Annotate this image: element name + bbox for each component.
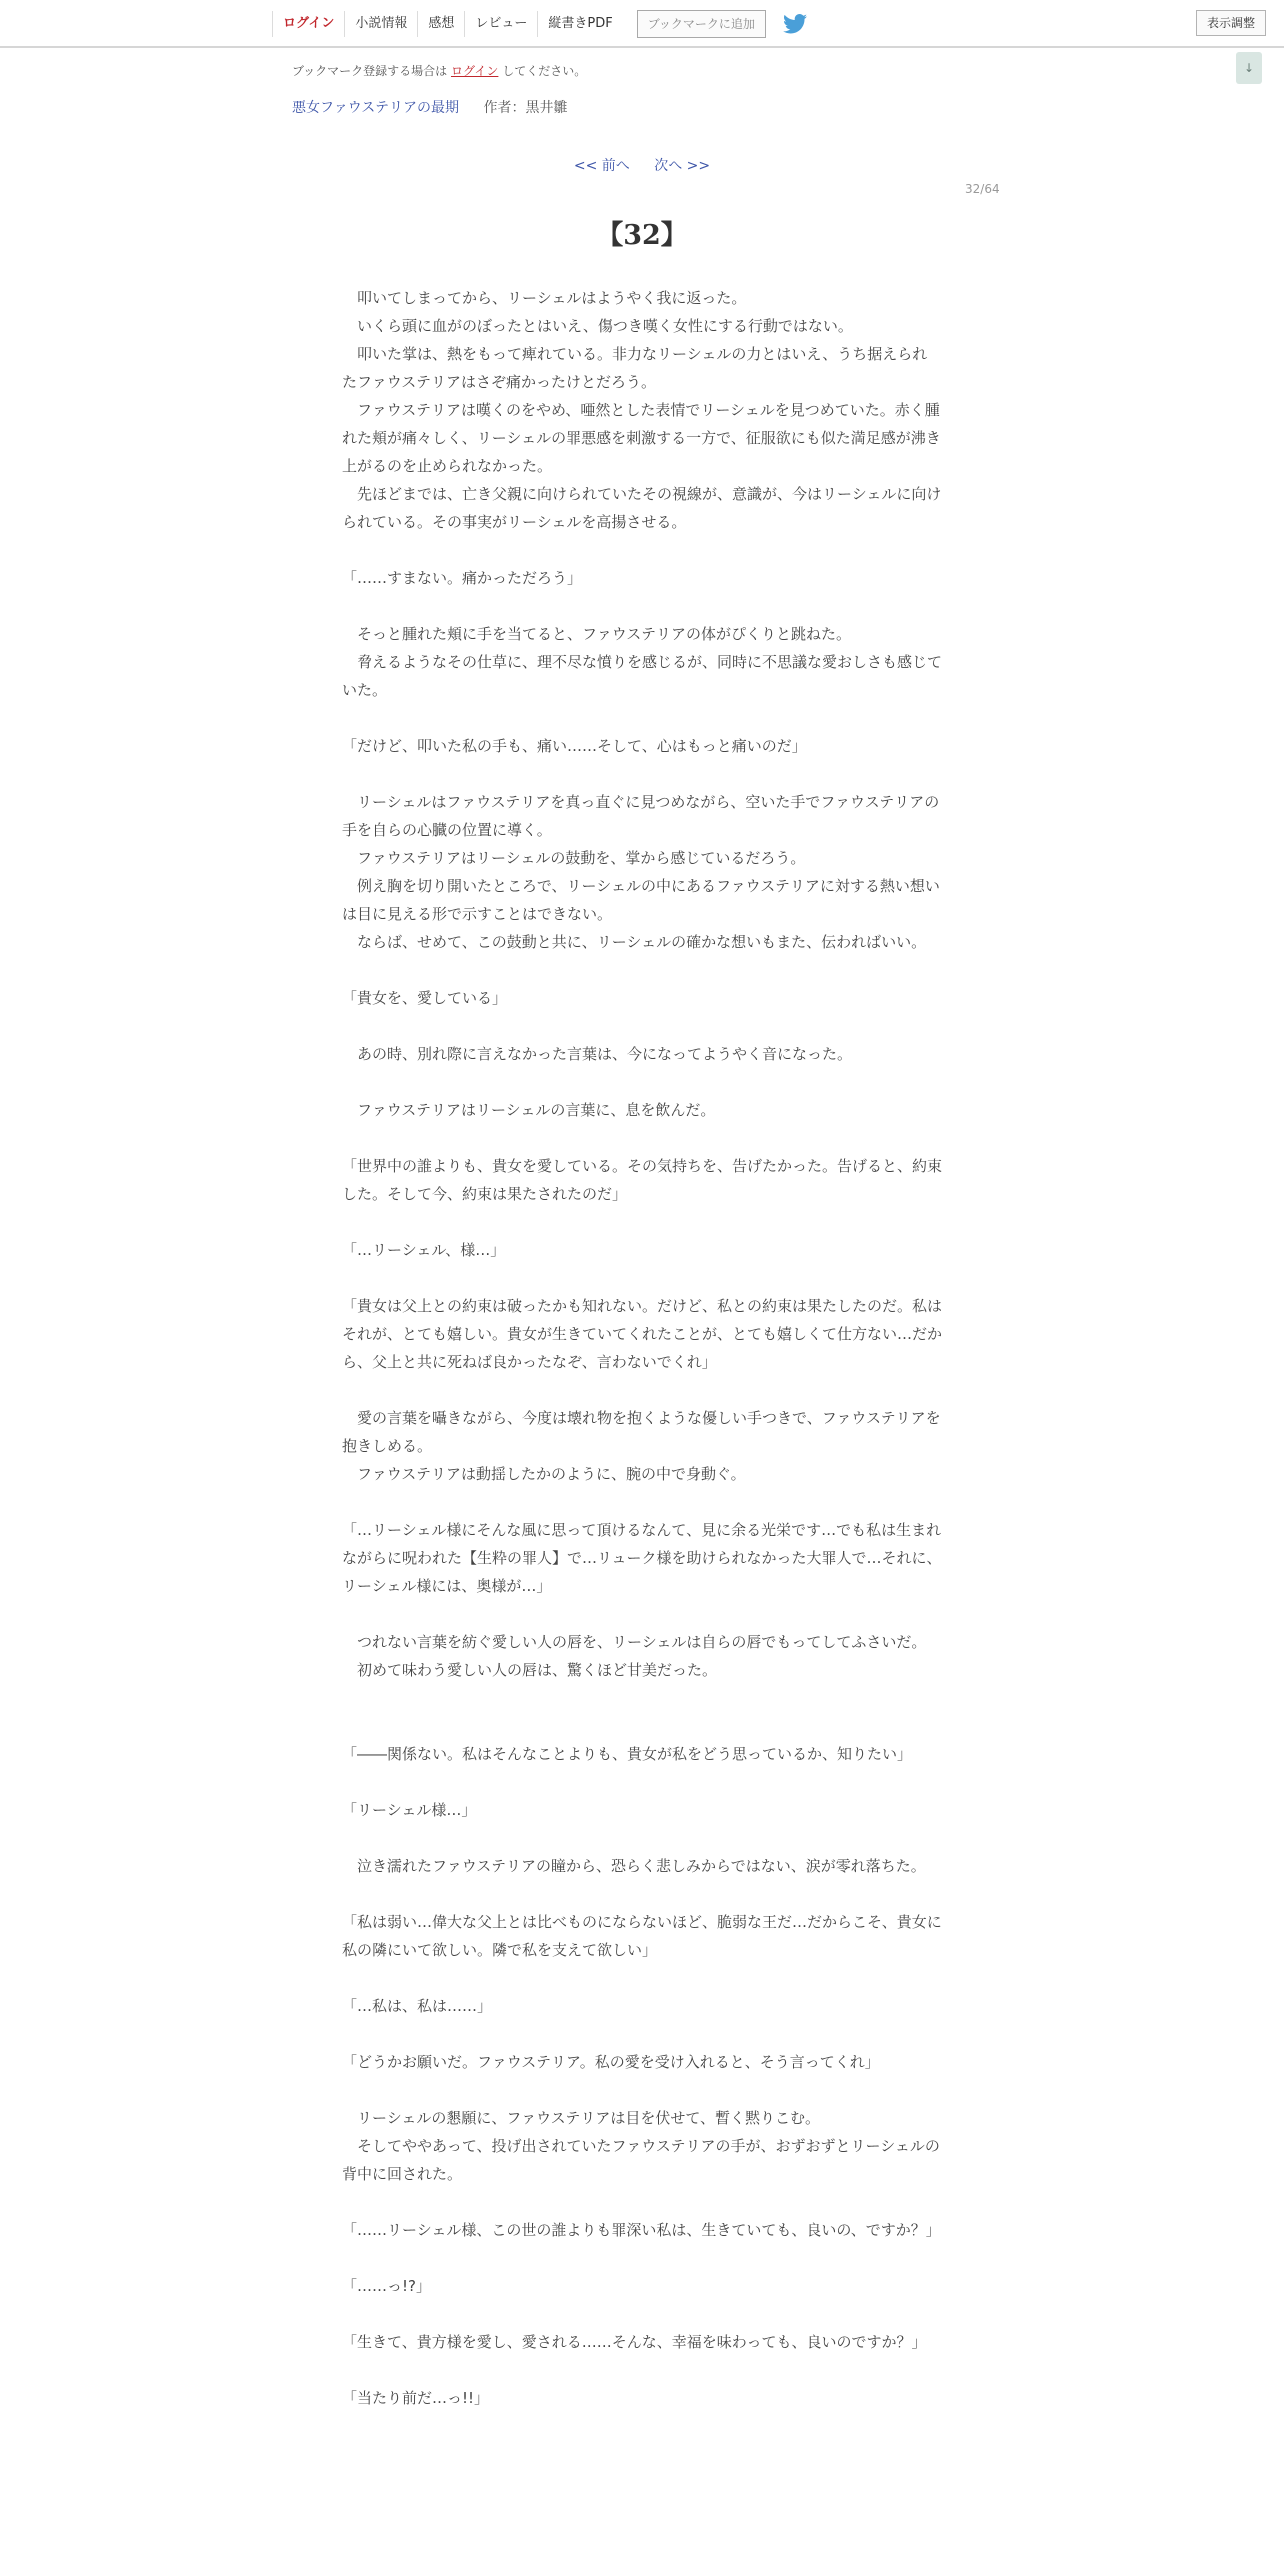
blank-line [342,1880,942,1908]
body-paragraph: 叩いてしまってから、リーシェルはようやく我に返った。 [342,289,747,307]
body-paragraph: ファウステリアはリーシェルの言葉に、息を飲んだ。 [342,1101,716,1119]
blank-line [342,2188,942,2216]
blank-line [342,1712,942,1740]
body-paragraph: 叩いた掌は、熱をもって痺れている。非力なリーシェルの力とはいえ、うち据えられたファウステリアはさぞ痛かったけとだろう。 [342,345,928,391]
body-paragraph: 「貴女は父上との約束は破ったかも知れない。だけど、私との約束は果たしたのだ。私はそれが、とても嬉しい。貴女が生きていてくれたことが、とても嬉しくて仕方ない…だから、父上と共に死ねば良かったなぞ、言わないでくれ」 [342,1297,943,1371]
notice-text-after: してください。 [498,64,587,78]
body-paragraph: あの時、別れ際に言えなかった言葉は、今になってようやく音になった。 [342,1045,853,1063]
blank-line [342,704,942,732]
body-paragraph: リーシェルの懇願に、ファウステリアは目を伏せて、暫く黙りこむ。 [342,2109,821,2127]
novel-title-link[interactable]: 悪女ファウステリアの最期 [292,100,460,116]
blank-line [342,956,942,984]
blank-line [342,2244,942,2272]
body-paragraph: 「どうかお願いだ。ファウステリア。私の愛を受け入れると、そう言ってくれ」 [342,2053,880,2071]
body-paragraph: 「私は弱い…偉大な父上とは比べものにならないほど、脆弱な王だ…だからこそ、貴女に私の隣にいて欲しい。隣で私を支えて欲しい」 [342,1913,942,1959]
body-paragraph: 愛の言葉を囁きながら、今度は壊れ物を抱くような優しい手つきで、ファウステリアを抱きしめる。 [342,1409,941,1455]
body-paragraph: 脅えるようなその仕草に、理不尽な憤りを感じるが、同時に不思議な愛おしさも感じていた。 [342,653,943,699]
blank-line [342,1376,942,1404]
bookmark-login-notice [292,62,586,79]
blank-line [342,1824,942,1852]
body-paragraph: 「……リーシェル様、この世の誰よりも罪深い私は、生きていても、良いの、ですか？」 [342,2221,941,2239]
blank-line [342,1768,942,1796]
nav-novel-info[interactable]: 小説情報 [344,11,417,37]
body-paragraph: 「生きて、貴方様を愛し、愛される……そんな、幸福を味わっても、良いのですか？」 [342,2333,927,2351]
blank-line [342,536,942,564]
body-paragraph: 「リーシェル様…」 [342,1801,477,1819]
prev-chapter-link[interactable]: << 前へ [573,158,630,174]
body-paragraph: いくら頭に血がのぼったとはいえ、傷つき嘆く女性にする行動ではない。 [342,317,853,335]
blank-line [342,592,942,620]
scroll-down-arrow-icon[interactable]: ↓ [1236,52,1262,84]
nav-login[interactable]: ログイン [272,11,344,37]
blank-line [342,2020,942,2048]
body-paragraph: ファウステリアは動揺したかのように、腕の中で身動ぐ。 [342,1465,746,1483]
blank-line [342,1124,942,1152]
body-paragraph: 例え胸を切り開いたところで、リーシェルの中にあるファウステリアに対する熱い想いは目に見える形で示すことはできない。 [342,877,940,923]
blank-line [342,1488,942,1516]
twitter-bird-icon[interactable] [782,11,808,37]
blank-line [342,2076,942,2104]
body-paragraph: 泣き濡れたファウステリアの瞳から、恐らく悲しみからではない、涙が零れ落ちた。 [342,1857,926,1875]
chapter-counter: 32/64 [965,182,1000,196]
body-paragraph: 「…私は、私は……」 [342,1997,493,2015]
nav-menu [272,8,808,40]
body-paragraph: 「世界中の誰よりも、貴女を愛している。その気持ちを、告げたかった。告げると、約束した。そして今、約束は果たされたのだ」 [342,1157,943,1203]
blank-line [342,2300,942,2328]
chapter-body [342,284,942,2412]
body-paragraph: 先ほどまでは、亡き父親に向けられていたその視線が、意識が、今はリーシェルに向けられている。その事実がリーシェルを高揚させる。 [342,485,942,531]
nav-vertical-pdf[interactable]: 縦書きPDF [537,11,622,37]
body-paragraph: 「だけど、叩いた私の手も、痛い……そして、心はもっと痛いのだ」 [342,737,807,755]
body-paragraph: 「当たり前だ…っ!!」 [342,2389,490,2407]
chapter-pager [0,155,1284,175]
body-paragraph: 「…リーシェル様にそんな風に思って頂けるなんて、見に余る光栄です…でも私は生まれながらに呪われた【生粋の罪人】で…リューク様を助けられなかった大罪人で…それに、リーシェル様には、奥様が…」 [342,1521,942,1595]
body-paragraph: 「……すまない。痛かっただろう」 [342,569,583,587]
blank-line [342,1068,942,1096]
body-paragraph: 「――関係ない。私はそんなことよりも、貴女が私をどう思っているか、知りたい」 [342,1745,913,1763]
next-chapter-link[interactable]: 次へ >> [654,158,711,174]
notice-text-before: ブックマーク登録する場合は [292,64,451,78]
blank-line [342,1208,942,1236]
nav-review[interactable]: レビュー [464,11,537,37]
body-paragraph: ファウステリアは嘆くのをやめ、唖然とした表情でリーシェルを見つめていた。赤く腫れた頬が痛々しく、リーシェルの罪悪感を刺激する一方で、征服欲にも似た満足感が沸き上がるのを止められなかった。 [342,401,941,475]
blank-line [342,1264,942,1292]
blank-line [342,1012,942,1040]
add-bookmark-button[interactable]: ブックマークに追加 [637,10,766,38]
blank-line [342,1684,942,1712]
author-name: 作者：黒井雛 [483,100,568,116]
body-paragraph: ファウステリアはリーシェルの鼓動を、掌から感じているだろう。 [342,849,806,867]
body-paragraph: そっと腫れた頬に手を当てると、ファウステリアの体がぴくりと跳ねた。 [342,625,851,643]
blank-line [342,1964,942,1992]
novel-info-line [292,97,567,117]
blank-line [342,760,942,788]
body-paragraph: そしてややあって、投げ出されていたファウステリアの手が、おずおずとリーシェルの背中に回された。 [342,2137,940,2183]
body-paragraph: 初めて味わう愛しい人の唇は、驚くほど甘美だった。 [342,1661,718,1679]
body-paragraph: つれない言葉を紡ぐ愛しい人の唇を、リーシェルは自らの唇でもってしてふさいだ。 [342,1633,927,1651]
chapter-title: 【32】 [596,220,688,251]
body-paragraph: 「……っ!?」 [342,2277,431,2295]
body-paragraph: 「貴女を、愛している」 [342,989,508,1007]
body-paragraph: 「…リーシェル、様…」 [342,1241,506,1259]
notice-login-link[interactable]: ログイン [450,64,499,78]
display-settings-button[interactable]: 表示調整 [1196,10,1266,36]
blank-line [342,1600,942,1628]
nav-impressions[interactable]: 感想 [417,11,464,37]
body-paragraph: ならば、せめて、この鼓動と共に、リーシェルの確かな想いもまた、伝わればいい。 [342,933,927,951]
top-nav-bar [0,0,1284,48]
blank-line [342,2356,942,2384]
body-paragraph: リーシェルはファウステリアを真っ直ぐに見つめながら、空いた手でファウステリアの手を自らの心臓の位置に導く。 [342,793,940,839]
